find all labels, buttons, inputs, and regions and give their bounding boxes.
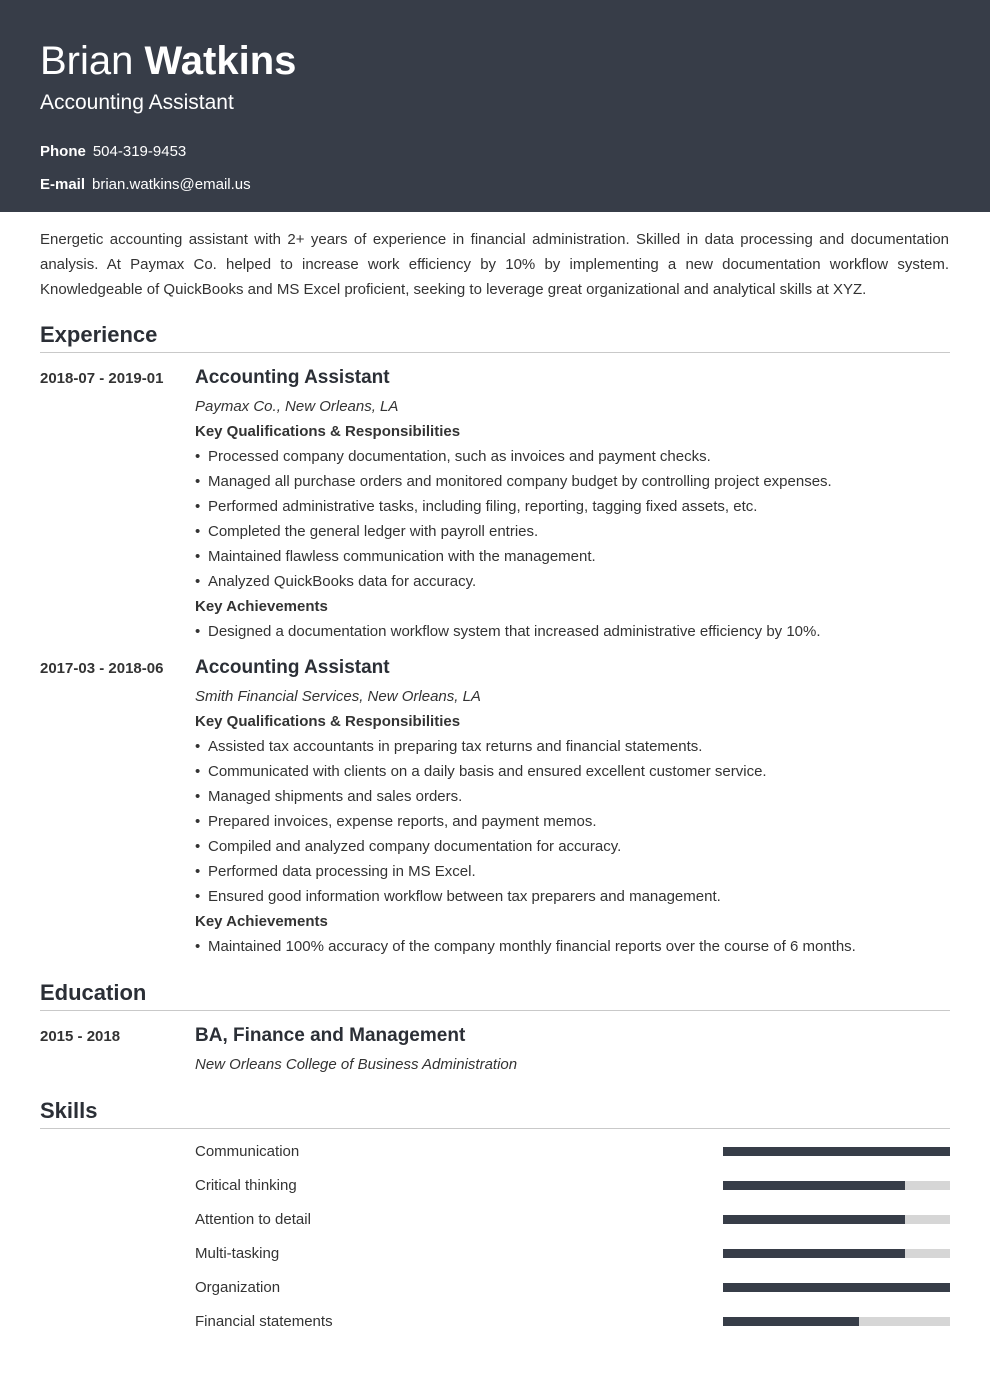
entry-school: New Orleans College of Business Administration [195, 1056, 518, 1073]
skills-list [195, 1140, 950, 1344]
achievements-heading: Key Achievements [195, 913, 328, 930]
skill-item [195, 1310, 950, 1344]
skill-level-bar [723, 1215, 950, 1224]
responsibilities-list [195, 444, 950, 594]
experience-heading: Experience [40, 322, 158, 347]
list-item: • Maintained 100% accuracy of the company monthly financial reports over the course of 6 months. [195, 934, 950, 959]
list-item: • Performed data processing in MS Excel. [195, 859, 950, 884]
responsibilities-heading: Key Qualifications & Responsibilities [195, 713, 461, 730]
skill-level-bar [723, 1181, 950, 1190]
list-item: • Performed administrative tasks, including filing, reporting, tagging fixed assets, etc. [195, 494, 950, 519]
last-name: Watkins [144, 39, 297, 83]
skill-level-fill [723, 1215, 905, 1224]
first-name: Brian [40, 39, 134, 83]
entry-body [195, 366, 950, 644]
candidate-name [40, 38, 950, 84]
skills-divider [40, 1128, 950, 1129]
skill-item [195, 1174, 950, 1208]
skill-level-fill [723, 1249, 905, 1258]
skill-name: Multi-tasking [195, 1245, 280, 1262]
list-item: • Maintained flawless communication with the management. [195, 544, 950, 569]
phone-label: Phone [40, 143, 86, 160]
skill-level-fill [723, 1147, 950, 1156]
skill-level-bar [723, 1317, 950, 1326]
list-item: • Assisted tax accountants in preparing tax returns and financial statements. [195, 734, 950, 759]
skill-name: Critical thinking [195, 1177, 297, 1194]
skill-level-bar [723, 1147, 950, 1156]
entry-body [195, 1024, 950, 1077]
skill-level-fill [723, 1317, 859, 1326]
responsibilities-list [195, 734, 950, 909]
list-item: • Completed the general ledger with payroll entries. [195, 519, 950, 544]
skill-level-bar [723, 1249, 950, 1258]
skill-level-bar [723, 1283, 950, 1292]
email-row [40, 176, 251, 194]
list-item: • Analyzed QuickBooks data for accuracy. [195, 569, 950, 594]
skill-name: Organization [195, 1279, 281, 1296]
entry-role: Accounting Assistant [195, 657, 390, 678]
job-title: Accounting Assistant [40, 91, 234, 114]
skill-item [195, 1208, 950, 1242]
entry-organization: Paymax Co., New Orleans, LA [195, 398, 399, 415]
list-item: • Ensured good information workflow between tax preparers and management. [195, 884, 950, 909]
phone-value: 504-319-9453 [92, 143, 187, 160]
skills-heading: Skills [40, 1098, 98, 1123]
entry-body [195, 656, 950, 959]
skill-name: Financial statements [195, 1313, 333, 1330]
education-divider [40, 1010, 950, 1011]
list-item: • Compiled and analyzed company documentation for accuracy. [195, 834, 950, 859]
list-item: • Processed company documentation, such as invoices and payment checks. [195, 444, 950, 469]
entry-dates: 2018-07 - 2019-01 [40, 370, 164, 387]
skill-name: Attention to detail [195, 1211, 311, 1228]
list-item: • Managed all purchase orders and monitored company budget by controlling project expenses. [195, 469, 950, 494]
list-item: • Managed shipments and sales orders. [195, 784, 950, 809]
email-label: E-mail [40, 176, 86, 193]
skill-item [195, 1276, 950, 1310]
entry-dates: 2015 - 2018 [40, 1028, 121, 1045]
achievements-list [195, 619, 950, 644]
entry-role: Accounting Assistant [195, 367, 390, 388]
skill-item [195, 1242, 950, 1276]
list-item: • Designed a documentation workflow system that increased administrative efficiency by 10%. [195, 619, 950, 644]
education-heading: Education [40, 980, 147, 1005]
email-value: brian.watkins@email.us [92, 176, 251, 193]
skill-name: Communication [195, 1143, 300, 1160]
achievements-heading: Key Achievements [195, 598, 328, 615]
skill-level-fill [723, 1181, 905, 1190]
skill-item [195, 1140, 950, 1174]
skill-level-fill [723, 1283, 950, 1292]
list-item: • Communicated with clients on a daily basis and ensured excellent customer service. [195, 759, 950, 784]
achievements-list [195, 934, 950, 959]
entry-degree: BA, Finance and Management [195, 1025, 466, 1046]
entry-dates: 2017-03 - 2018-06 [40, 660, 164, 677]
list-item: • Prepared invoices, expense reports, and payment memos. [195, 809, 950, 834]
profile-summary: Energetic accounting assistant with 2+ years of experience in financial administration. Skilled in data processing and documentation analysis. At Paymax Co. helped to increase work efficiency by 10% by implementing a new documentation workflow system. Knowledgeable of QuickBooks and MS Excel proficient, seeking to leverage great organizational and analytical skills at XYZ. [40, 231, 949, 298]
experience-divider [40, 352, 950, 353]
resume-header [0, 0, 990, 212]
responsibilities-heading: Key Qualifications & Responsibilities [195, 423, 461, 440]
entry-organization: Smith Financial Services, New Orleans, LA [195, 688, 481, 705]
phone-row [40, 143, 186, 161]
